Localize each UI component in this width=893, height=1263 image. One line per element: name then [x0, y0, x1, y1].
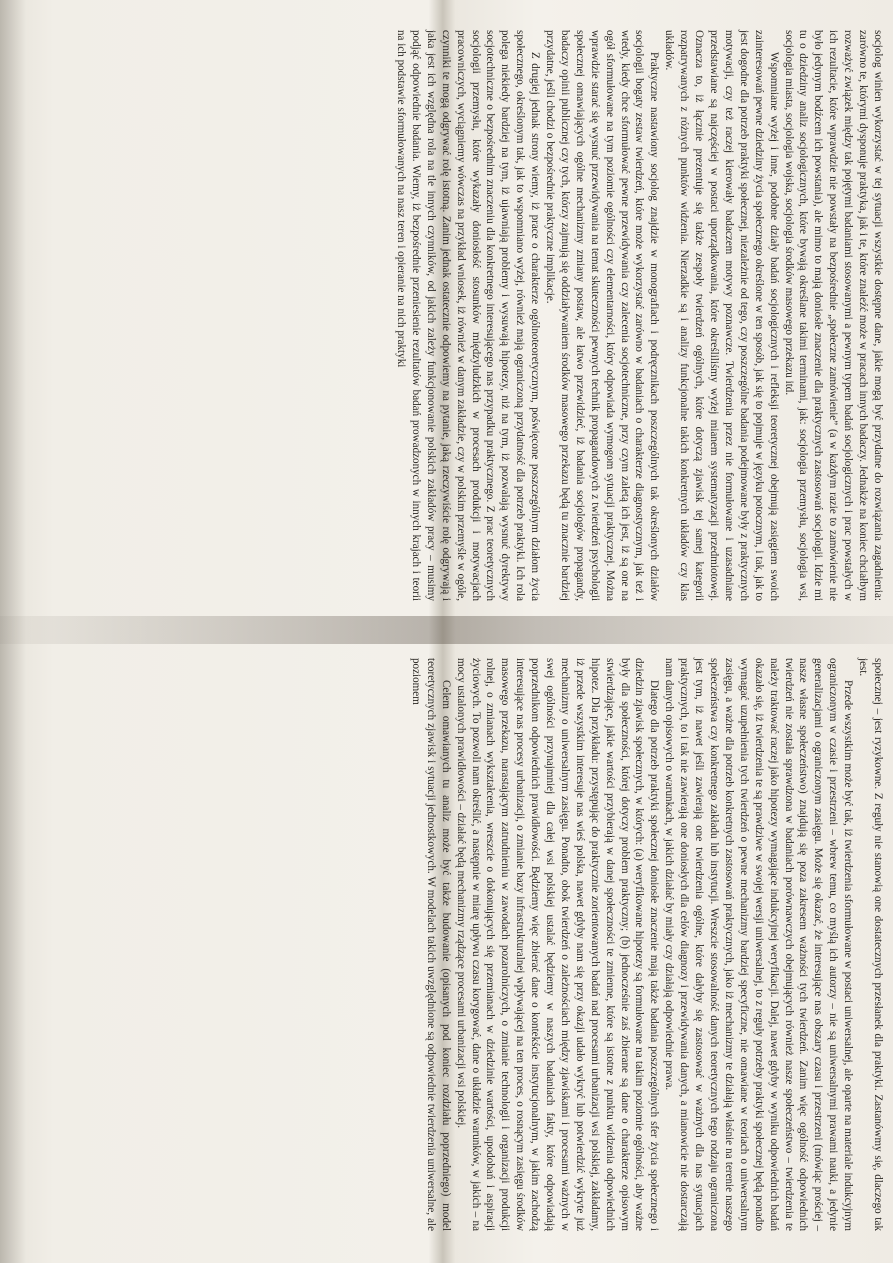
paragraph: Celem omawianych tu analiz może być także budowanie (opisanych pod koniec rozdziału poprzedniego) model teoretycznych zjawisk i sytuacji jednostkowych. W modelach takich uwzględnione są odpowiednie twierdzenia uniwersalne, ale poziomem — [409, 658, 452, 1231]
paragraph: Dlatego dla potrzeb praktyki społecznej doniosłe znaczenie mają także badania poszczególnych sfer życia społecznego i dziedzin zjawisk społecznych, w których: (a) weryfikowane hipotezy są formułowane na takim poziomie ogólności, aby ważne były dla społeczności, której dotyczy problem praktyczny; (b) jednocześnie zaś zbierane są dane o charakterze opisowym stwierdzające, jakie wartości przybierają w danej społeczności te zmienne, które są istotne z punktu widzenia odpowiednich hipotez. Dla przykładu: przystępując do praktycznie zorientowanych badań nad procesami urbanizacji wsi polskiej, zakładamy, iż przede wszystkim interesuje nas wieś polska, nawet gdyby nam się przy okazji udało wykryć lub potwierdzić wykryte już mechanizmy o uniwersalnym zasięgu. Ponadto, obok twierdzeń o zależnościach między zjawiskami i procesami ważnych w swej ogólności przynajmniej dla całej wsi polskiej ustalać będziemy w naszych badaniach fakty, które odpowiadają poprzednikom odpowiednich prawidłowości. Będziemy więc zbierać dane o kontekście instytucjonalnym, w jakim zachodzą interesujące nas procesy urbanizacji, o zmianie bazy infrastrukturalnej wpływającej na ten proces, o rosnącym zasięgu środków masowego przekazu, narastającym zatrudnieniu w zawodach pozarolniczych, o zmianie technologii i organizacji produkcji rolnej, o zmianach wykształcenia, wreszcie o dokonujących się przemianach w dziedzinie wartości, upodobań i aspiracji życiowych. To pozwoli nam określić, a następnie w miarę upływu czasu korygować, dane o układzie warunków, w jakich – na mocy ustalonych prawidłowości – działać będą mechanizmy rządzące procesami urbanizacji wsi polskiej. — [454, 658, 661, 1231]
page-edge-shadow — [0, 0, 26, 1263]
paragraph: społecznej – jest ryzykowne. Z reguły nie stanowią one dostatecznych przesłanek dla praktyki. Zastanówmy się, dlaczego tak jest. — [857, 658, 884, 1231]
paragraph: Praktyczne nastawiony socjolog znajdzie w monografiach i podręcznikach poszczególnych tak określonych działów socjologii bogaty zestaw twierdzeń, które może wykorzystać zarówno w badaniach o charakterze diagnostycznym, jak też i wtedy, kiedy chce sformułować pewne przewidywania czy zalecenia socjotechniczne, przy czym zaletą ich jest, iż są one na ogół sformułowane na tym poziomie ogólności czy elementarności, który odpowiada wymogom sytuacji praktycznej. Można wprawdzie starać się wysnuć przewidywania na temat skuteczności pewnych technik propagandowych z twierdzeń psychologii społecznej omawiających ogólne mechanizmy zmiany postaw, ale łatwo przewidzieć, iż badania socjologów propagandy, badaczy opinii publicznej czy tych, którzy zajmują się oddziaływaniem środków masowego przekazu będą tu znacznie bardziej przydatne, jeśli chodzi o bezpośrednie praktyczne implikacje. — [544, 30, 661, 601]
right-page — [0, 640, 893, 1263]
paragraph: Z drugiej jednak strony wiemy, iż prace o charakterze ogólnoteoretycznym, poświęcone poszczególnym działom życia społecznego, określonym tak, jak to wspomniano wyżej, również mają ograniczoną przydatność dla potrzeb praktyki. Ich rola polega niekiedy bardziej na tym, iż ujawniają problemy i wysuwają hipotezy, niż na tym, iż pozwalają wysnuć dyrektywy socjotechniczne o bezpośrednim znaczeniu dla konkretnego interesującego nas przypadku praktycznego. Z prac teoretycznych socjologii przemysłu, które wykazały doniosłość stosunków międzyludzkich w procesach produkcji i motywacjach pracowniczych, wyciągniemy wówczas na przykład wniosek, iż również w danym zakładzie, czy w polskim przemyśle w ogóle, czynniki te mogą odgrywać rolę istotną. Zanim jednak ostatecznie odpowiemy na pytanie, jaką rzeczywiście rolę odgrywają i jaka jest ich względna rola na tle innych czynników, od jakich zależy funkcjonowanie polskich zakładów pracy – musimy podjąć odpowiednie badania. Wiemy, iż bezpośrednie przeniesienie rezultatów badań prowadzonych w innych krajach i teorii na ich podstawie sformułowanych na nasz teren i opieranie na nich praktyki — [395, 30, 542, 601]
paragraph: Przede wszystkim może być tak, iż twierdzenia sformułowane w postaci uniwersalnej, ale oparte na materiale indukcyjnym ograniczonym w czasie i przestrzeni – wbrew temu, co myślą ich autorzy – nie są uniwersalnymi prawami nauki, a jedynie generalizacjami o ograniczonym zasięgu. Może się okazać, że interesujące nas obszary czasu i przestrzeni (mówiąc prościej – nasze własne społeczeństwo) znajdują się poza zakresem ważności tych twierdzeń. Zanim więc ogólność odpowiednich twierdzeń nie została sprawdzona w badaniach porównawczych obejmujących również nasze społeczeństwo – twierdzenia te należy traktować raczej jako hipotezy wymagające indukcyjnej weryfikacji. Dalej, nawet gdyby w wyniku odpowiednich badań okazało się, iż twierdzenia te są prawdziwe w swojej wersji uniwersalnej, to z reguły potrzeby praktyki społecznej będą ponadto wymagać uzupełnienia tych twierdzeń o pewne mechanizmy bardziej specyficzne, nie omawiane w teoriach o uniwersalnym zasięgu, a ważne dla potrzeb konkretnych zastosowań praktycznych, jako iż mechanizmy te działają właśnie na terenie naszego społeczeństwa czy konkretnego zakładu lub instytucji. Wreszcie stosowalność danych teoretycznych tego rodzaju ograniczona jest tym, iż nawet jeśli zawierają one twierdzenia ogólne, które dałyby się zastosować w ważnych dla nas sytuacjach praktycznych, to i tak nie zawierają one doniosłych dla celów diagnozy i przewidywania danych, a mianowicie nie dostarczają nam danych opisowych o warunkach, w jakich działać by miały czy działają odpowiednie prawa. — [663, 658, 855, 1231]
left-page — [0, 0, 893, 625]
paragraph: Wspomniane wyżej i inne, podobne działy badań socjologicznych i refleksji teoretycznej obejmują zasięgiem swoich zainteresowań pewne dziedziny życia społecznego określone w ten sposób, jak się to pojmuje w języku potocznym, i tak, jak to jest dogodne dla potrzeb praktyki społecznej, niezależnie od tego, czy poszczególne badania podejmowane były z praktycznych motywacji, czy też raczej kierowały badaczem motywy poznawcze. Twierdzenia przez nie formułowane i uzasadniane przedstawiane są najczęściej w postaci uporządkowania, które określiliśmy wyżej mianem systematyzacji przedmiotowej. Oznacza to, iż łącznie prezentuje się także zespoły twierdzeń ogólnych, które dotyczą zjawisk tej samej kategorii rozpatrywanych z różnych punktów widzenia. Nierzadkie są i analizy funkcjonalne takich konkretnych układów czy klas układów. — [663, 30, 780, 601]
paragraph: socjolog winien wykorzystać w tej sytuacji wszystkie dostępne dane, jakie mogą być przydatne do rozwiązania zagadnienia: zarówno te, którymi dysponuje praktyka, jak i te, które znaleźć może w pracach innych badaczy. Jednakże na koniec chciałbym rozważyć związek między tak pojętymi badaniami stosowanymi a pewnym typem badań socjologicznych i prac powstałych w ich rezultacie, które wprawdzie nie powstały na bezpośrednie „społeczne zamówienie” (a w każdym razie to zamówienie nie było jedynym bodźcem ich powstania), ale mimo to mają doniosłe znaczenie dla praktycznych zastosowań socjologii. Idzie mi tu o dziedziny analiz socjologicznych, które bywają określane takimi terminami, jak: socjologia przemysłu, socjologia wsi, socjologia miasta, socjologia wojska, socjologia środków masowego przekazu itd. — [782, 30, 884, 601]
